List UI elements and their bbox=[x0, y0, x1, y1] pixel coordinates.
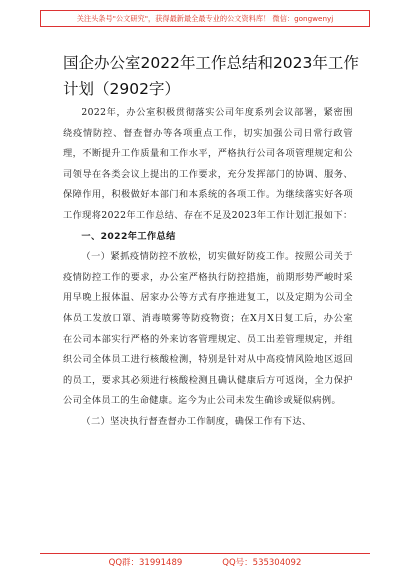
paragraph-item-2: （二）坚决执行督查督办工作制度，确保工作有下达、 bbox=[81, 415, 312, 427]
footer-qq-group: QQ群：31991489 bbox=[108, 558, 183, 568]
intro-paragraph: 2022年，办公室积极贯彻落实公司年度系列会议部署，紧密围绕疫情防控、督查督办等各项重点工作，切实加强公司日常行政管理，不断提升工作质量和工作水平，严格执行公司各项管理规定和公司领导在各类会议上提出的工作要求，充分发挥部门的协调、服务、保障作用，积极做好本部门和本系统的各项工作。为继续落实好各项工作现将2022年工作总结、存在不足及2023年工作计划汇报如下： bbox=[63, 107, 353, 221]
banner-text: 关注头条号"公文研究"，获得最新最全最专业的公文资料库！ 微信：gongwenyj bbox=[76, 14, 334, 23]
footer-qq: QQ号：535304092 bbox=[222, 558, 302, 568]
top-banner bbox=[40, 10, 370, 27]
document-body bbox=[63, 103, 353, 433]
footer-bar bbox=[40, 553, 370, 572]
document-title: 国企办公室2022年工作总结和2023年工作计划（2902字） bbox=[63, 54, 359, 98]
section-heading: 一、2022年工作总结 bbox=[81, 230, 176, 242]
paragraph-item-1: （一）紧抓疫情防控不放松，切实做好防疫工作。按照公司关于疫情防控工作的要求，办公室严格执行防控措施，前期形势严峻时采用早晚上报体温、居家办公等方式有序推进复工，以及定期为公司全体员工发放口罩、消毒喷雾等防疫物资；在X月X日复工后，办公室在公司本部实行严格的外来访客管理规定、员工出差管理规定，并组织公司全体员工进行核酸检测，特别是针对从中高疫情风险地区返回的员工，要求其必须进行核酸检测且确认健康后方可返岗，全力保护公司全体员工的生命健康。迄今为止公司未发生确诊或疑似病例。 bbox=[63, 251, 353, 407]
